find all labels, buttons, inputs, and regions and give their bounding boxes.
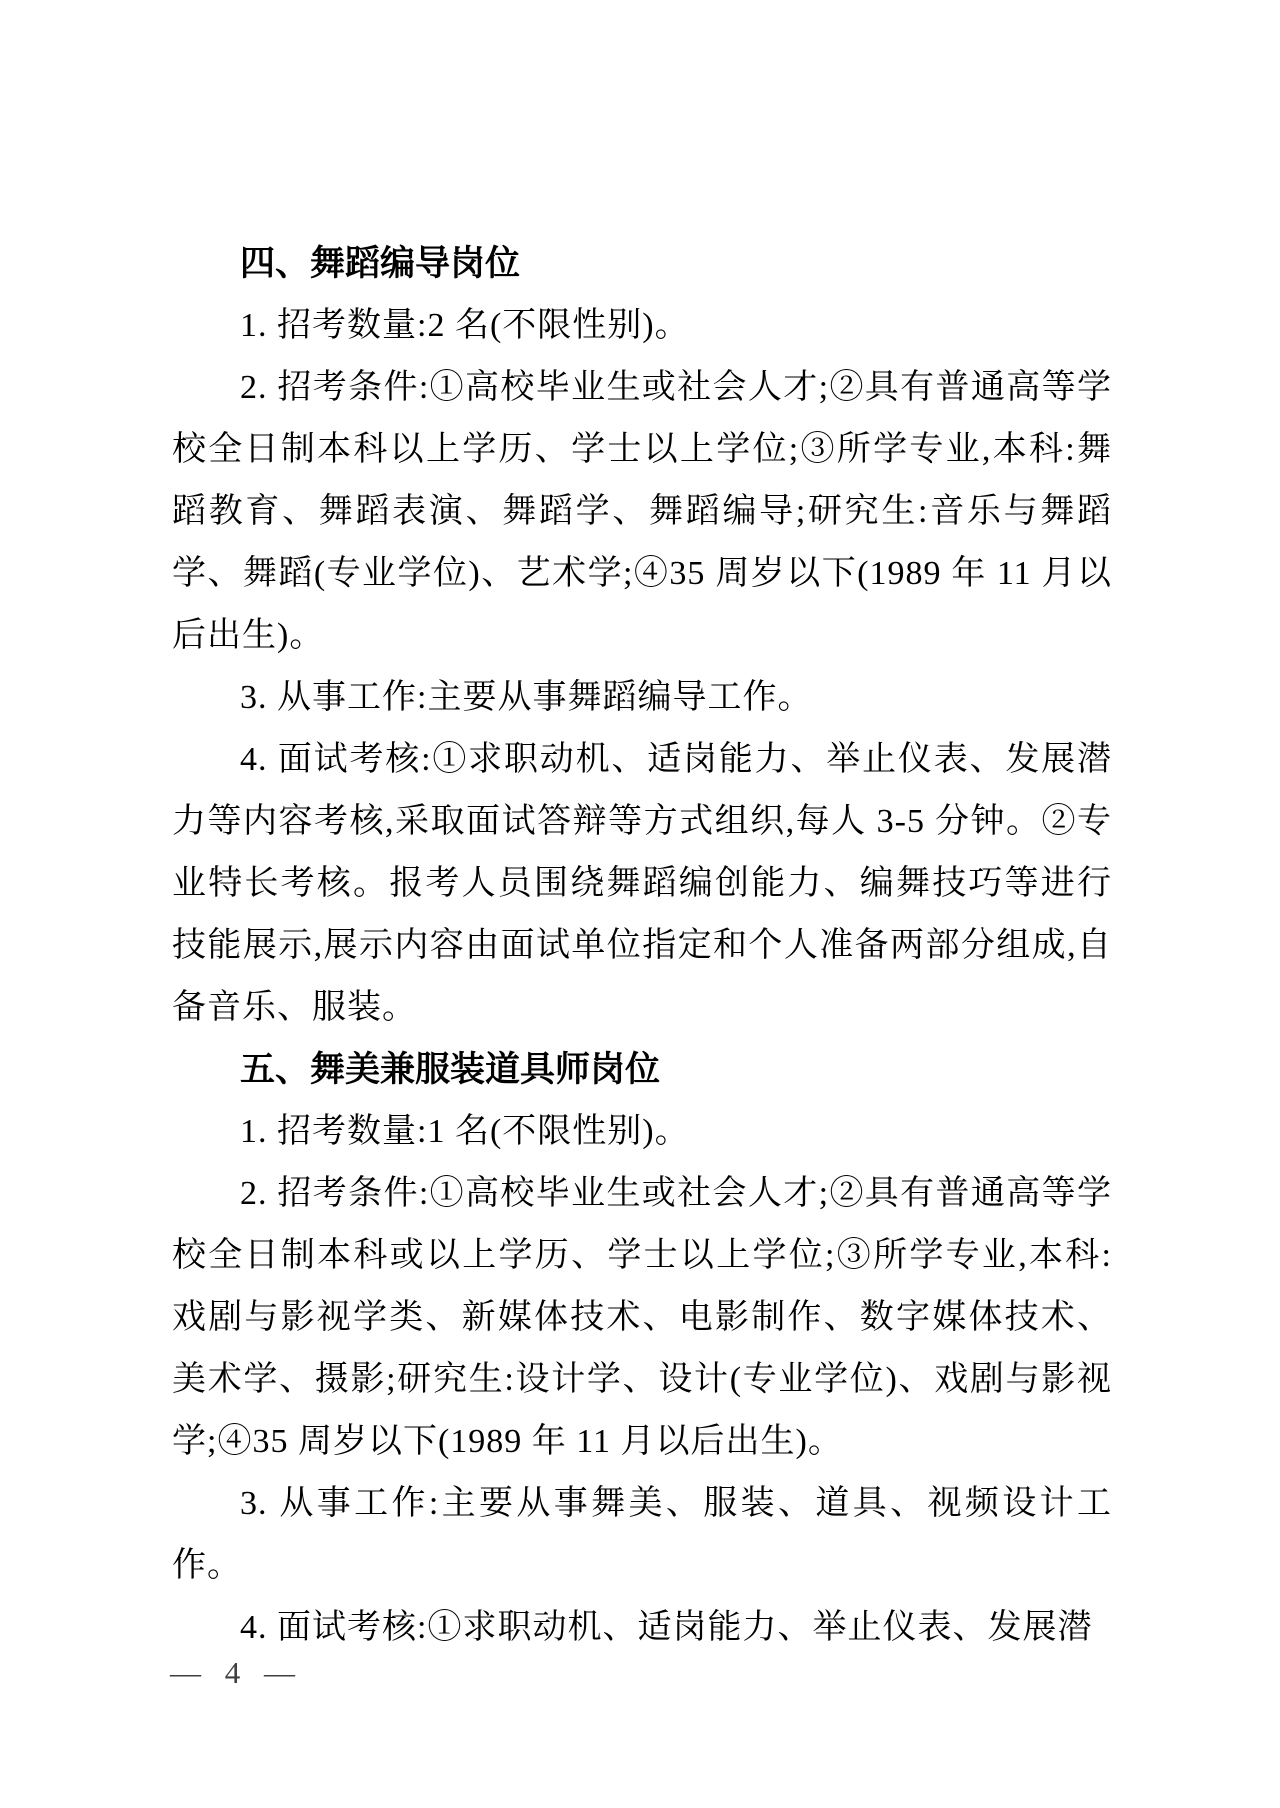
- paragraph-job-duties: 3. 从事工作:主要从事舞美、服装、道具、视频设计工作。: [172, 1485, 1112, 1584]
- paragraph-recruit-count: 1. 招考数量:2 名(不限性别)。: [240, 307, 690, 344]
- section-heading-stage-costume-prop-designer: 五、舞美兼服装道具师岗位: [240, 1050, 661, 1089]
- paragraph-recruit-conditions: 2. 招考条件:①高校毕业生或社会人才;②具有普通高等学校全日制本科或以上学历、学士以上学位;③所学专业,本科:戏剧与影视学类、新媒体技术、电影制作、数字媒体技术、美术学、摄影;研究生:设计学、设计(专业学位)、戏剧与影视学;④35 周岁以下(1989 年 11 月以后出生)。: [172, 1175, 1112, 1460]
- section-dance-choreographer: [172, 233, 1112, 1039]
- section-stage-costume-prop-designer: [172, 1039, 1112, 1659]
- page-number: — 4 —: [170, 1655, 303, 1690]
- paragraph-job-duties: 3. 从事工作:主要从事舞蹈编导工作。: [240, 679, 813, 716]
- section-heading-dance-choreographer: 四、舞蹈编导岗位: [240, 244, 521, 283]
- paragraph-interview-assessment: 4. 面试考核:①求职动机、适岗能力、举止仪表、发展潜力等内容考核,采取面试答辩等方式组织,每人 3-5 分钟。②专业特长考核。报考人员围绕舞蹈编创能力、编舞技巧等进行技能展示,展示内容由面试单位指定和个人准备两部分组成,自备音乐、服装。: [172, 741, 1112, 1026]
- document-body: [172, 233, 1112, 1659]
- paragraph-recruit-count: 1. 招考数量:1 名(不限性别)。: [240, 1113, 690, 1150]
- paragraph-interview-assessment-truncated: 4. 面试考核:①求职动机、适岗能力、举止仪表、发展潜: [240, 1609, 1093, 1646]
- paragraph-recruit-conditions: 2. 招考条件:①高校毕业生或社会人才;②具有普通高等学校全日制本科以上学历、学士以上学位;③所学专业,本科:舞蹈教育、舞蹈表演、舞蹈学、舞蹈编导;研究生:音乐与舞蹈学、舞蹈(专业学位)、艺术学;④35 周岁以下(1989 年 11 月以后出生)。: [172, 369, 1112, 654]
- page-footer: [170, 1655, 303, 1691]
